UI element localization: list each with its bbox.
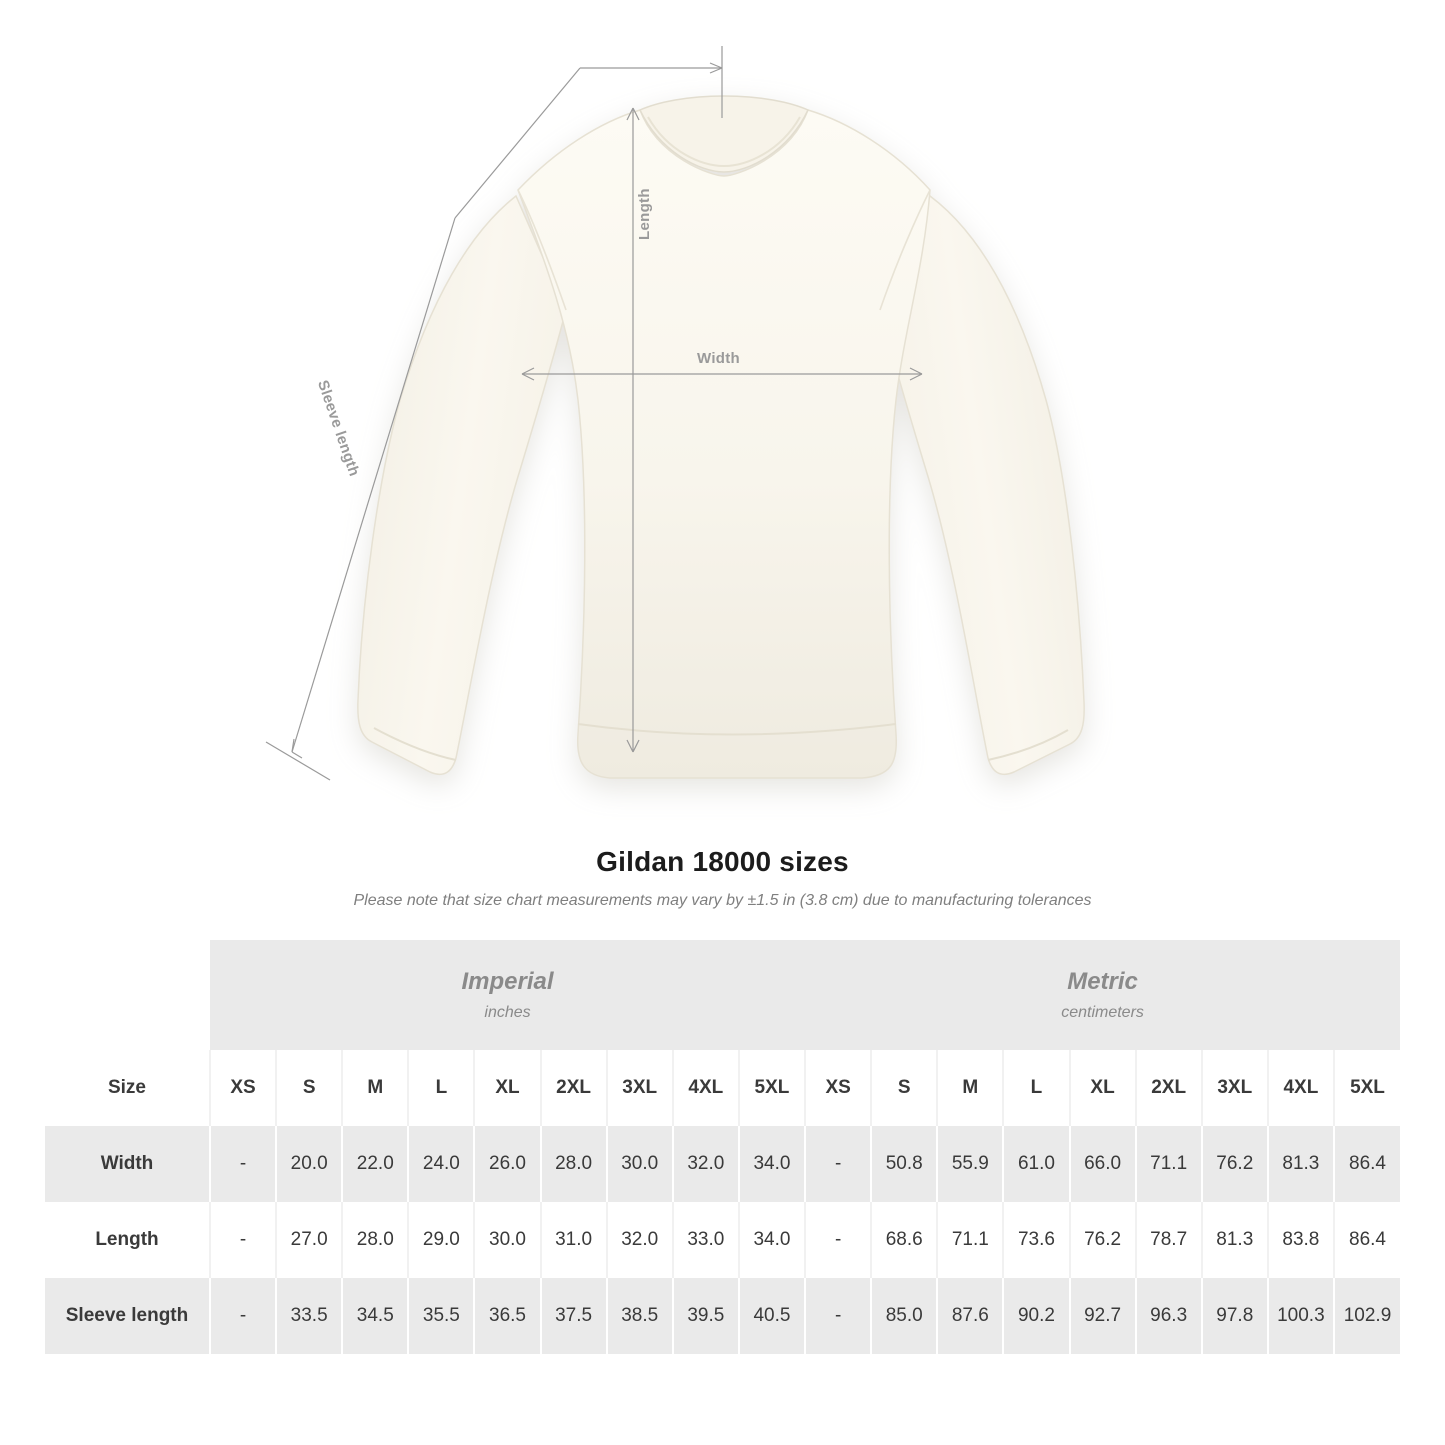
cell-width-13: 66.0 xyxy=(1070,1126,1136,1202)
header-size: Size xyxy=(45,1050,210,1126)
cell-length-14: 78.7 xyxy=(1136,1202,1202,1278)
sleeve-length-label: Sleeve length xyxy=(313,378,363,479)
cell-sleeve-7: 39.5 xyxy=(673,1278,739,1354)
length-label: Length xyxy=(636,188,653,240)
unit-group-metric-name: Metric xyxy=(1067,968,1138,995)
unit-group-imperial-sub: inches xyxy=(484,1004,531,1021)
cell-length-3: 29.0 xyxy=(408,1202,474,1278)
cell-sleeve-16: 100.3 xyxy=(1268,1278,1334,1354)
cell-width-8: 34.0 xyxy=(739,1126,805,1202)
header-col-3: L xyxy=(408,1050,474,1126)
cell-width-12: 61.0 xyxy=(1003,1126,1069,1202)
cell-sleeve-8: 40.5 xyxy=(739,1278,805,1354)
header-col-16: 4XL xyxy=(1268,1050,1334,1126)
row-label-width: Width xyxy=(45,1126,210,1202)
cell-width-7: 32.0 xyxy=(673,1126,739,1202)
cell-length-9: - xyxy=(805,1202,871,1278)
cell-width-17: 86.4 xyxy=(1334,1126,1400,1202)
width-label: Width xyxy=(697,350,741,367)
cell-width-4: 26.0 xyxy=(474,1126,540,1202)
header-col-7: 4XL xyxy=(673,1050,739,1126)
header-col-10: S xyxy=(871,1050,937,1126)
header-col-8: 5XL xyxy=(739,1050,805,1126)
header-col-5: 2XL xyxy=(541,1050,607,1126)
cell-length-17: 86.4 xyxy=(1334,1202,1400,1278)
cell-sleeve-17: 102.9 xyxy=(1334,1278,1400,1354)
cell-sleeve-10: 85.0 xyxy=(871,1278,937,1354)
page-title: Gildan 18000 sizes xyxy=(596,846,849,877)
cell-length-7: 33.0 xyxy=(673,1202,739,1278)
unit-group-metric xyxy=(805,940,1400,1050)
cell-width-10: 50.8 xyxy=(871,1126,937,1202)
header-col-13: XL xyxy=(1070,1050,1136,1126)
table-row xyxy=(45,1126,1400,1202)
cell-length-8: 34.0 xyxy=(739,1202,805,1278)
unit-group-metric-sub: centimeters xyxy=(1061,1004,1144,1021)
unit-group-imperial-name: Imperial xyxy=(461,968,554,995)
cell-width-6: 30.0 xyxy=(607,1126,673,1202)
unit-header-row xyxy=(45,940,1400,1050)
cell-sleeve-9: - xyxy=(805,1278,871,1354)
cell-length-13: 76.2 xyxy=(1070,1202,1136,1278)
cell-width-0: - xyxy=(210,1126,276,1202)
cell-length-4: 30.0 xyxy=(474,1202,540,1278)
size-table xyxy=(45,940,1400,1354)
sweatshirt-body-shape xyxy=(358,96,1084,778)
header-col-1: S xyxy=(276,1050,342,1126)
cell-sleeve-14: 96.3 xyxy=(1136,1278,1202,1354)
header-col-4: XL xyxy=(474,1050,540,1126)
header-col-12: L xyxy=(1003,1050,1069,1126)
unit-group-imperial xyxy=(210,940,805,1050)
header-col-6: 3XL xyxy=(607,1050,673,1126)
cell-width-3: 24.0 xyxy=(408,1126,474,1202)
title-block xyxy=(0,846,1445,910)
cell-length-16: 83.8 xyxy=(1268,1202,1334,1278)
cell-length-12: 73.6 xyxy=(1003,1202,1069,1278)
cell-sleeve-2: 34.5 xyxy=(342,1278,408,1354)
header-col-15: 3XL xyxy=(1202,1050,1268,1126)
cell-sleeve-6: 38.5 xyxy=(607,1278,673,1354)
cell-sleeve-15: 97.8 xyxy=(1202,1278,1268,1354)
cell-sleeve-11: 87.6 xyxy=(937,1278,1003,1354)
cell-length-5: 31.0 xyxy=(541,1202,607,1278)
header-col-0: XS xyxy=(210,1050,276,1126)
cell-width-16: 81.3 xyxy=(1268,1126,1334,1202)
cell-sleeve-5: 37.5 xyxy=(541,1278,607,1354)
cell-width-11: 55.9 xyxy=(937,1126,1003,1202)
row-label-sleeve-length: Sleeve length xyxy=(45,1278,210,1354)
header-col-2: M xyxy=(342,1050,408,1126)
table-corner xyxy=(45,940,210,1050)
cell-width-1: 20.0 xyxy=(276,1126,342,1202)
cell-width-15: 76.2 xyxy=(1202,1126,1268,1202)
cell-length-6: 32.0 xyxy=(607,1202,673,1278)
cell-sleeve-4: 36.5 xyxy=(474,1278,540,1354)
cell-length-10: 68.6 xyxy=(871,1202,937,1278)
cell-sleeve-1: 33.5 xyxy=(276,1278,342,1354)
size-table-wrap xyxy=(45,940,1400,1354)
cell-length-1: 27.0 xyxy=(276,1202,342,1278)
header-col-9: XS xyxy=(805,1050,871,1126)
cell-length-11: 71.1 xyxy=(937,1202,1003,1278)
cell-width-2: 22.0 xyxy=(342,1126,408,1202)
cell-length-0: - xyxy=(210,1202,276,1278)
cell-length-2: 28.0 xyxy=(342,1202,408,1278)
header-col-14: 2XL xyxy=(1136,1050,1202,1126)
row-label-length: Length xyxy=(45,1202,210,1278)
cell-length-15: 81.3 xyxy=(1202,1202,1268,1278)
tolerance-note: Please note that size chart measurements may vary by ±1.5 in (3.8 cm) due to manufacturing tolerances xyxy=(353,892,1092,909)
cell-width-14: 71.1 xyxy=(1136,1126,1202,1202)
cell-sleeve-0: - xyxy=(210,1278,276,1354)
cell-sleeve-12: 90.2 xyxy=(1003,1278,1069,1354)
column-header-row xyxy=(45,1050,1400,1126)
cell-sleeve-3: 35.5 xyxy=(408,1278,474,1354)
header-col-11: M xyxy=(937,1050,1003,1126)
table-row xyxy=(45,1278,1400,1354)
cell-width-5: 28.0 xyxy=(541,1126,607,1202)
table-row xyxy=(45,1202,1400,1278)
cell-sleeve-13: 92.7 xyxy=(1070,1278,1136,1354)
cell-width-9: - xyxy=(805,1126,871,1202)
header-col-17: 5XL xyxy=(1334,1050,1400,1126)
